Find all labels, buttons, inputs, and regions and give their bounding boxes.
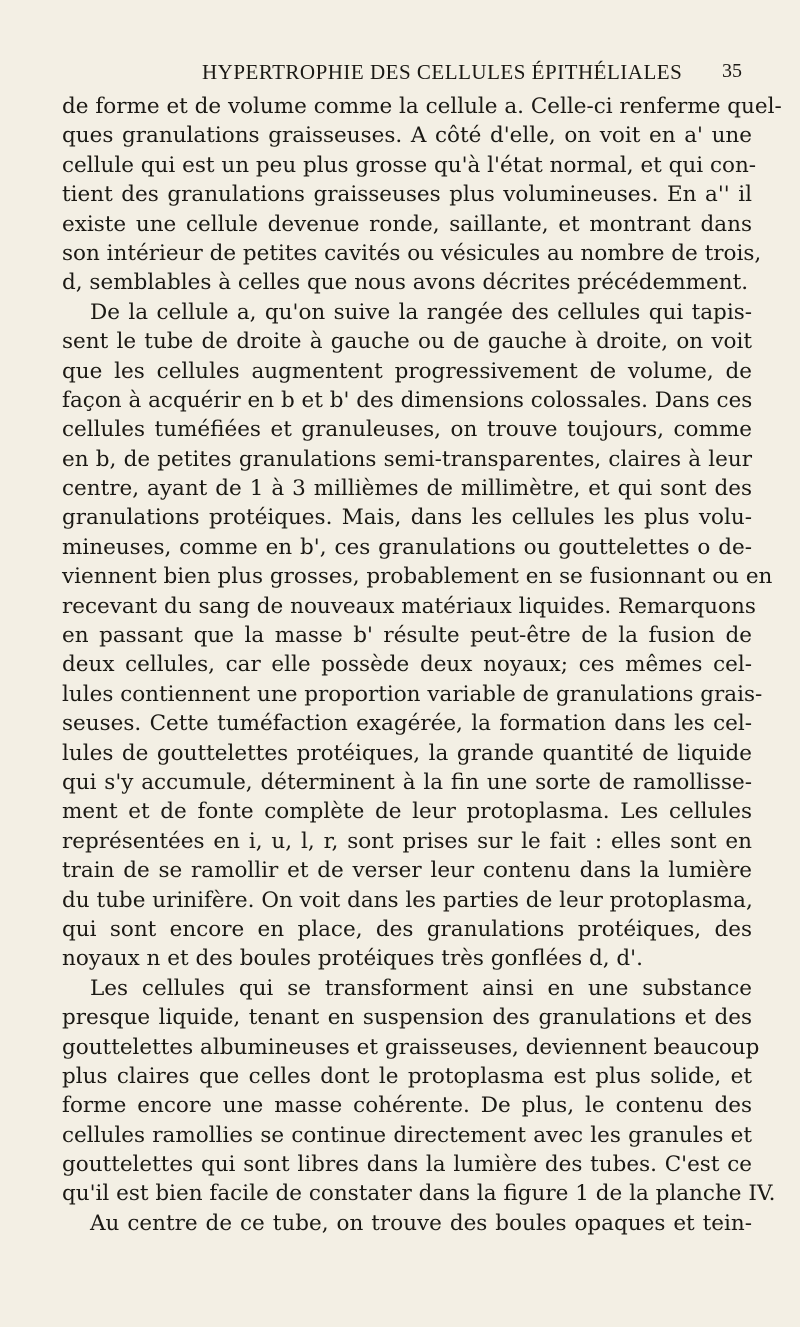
text-line: Les cellules qui se transforment ainsi en une substance [90, 975, 752, 1001]
page-number: 35 [722, 60, 742, 82]
body-text [62, 92, 782, 1238]
text-line: sent le tube de droite à gauche ou de gauche à droite, on voit [62, 329, 752, 355]
text-line: forme encore une masse cohérente. De plus, le contenu des [62, 1093, 752, 1119]
text-line: seuses. Cette tuméfaction exagérée, la formation dans les cel- [62, 711, 752, 737]
text-line: en b, de petites granulations semi-transparentes, claires à leur [62, 446, 752, 472]
text-line: plus claires que celles dont le protoplasma est plus solide, et [62, 1063, 752, 1089]
text-line: qui s'y accumule, déterminent à la fin une sorte de ramollisse- [62, 769, 752, 795]
text-line: façon à acquérir en b et b' des dimensions colossales. Dans ces [62, 387, 753, 413]
text-line: deux cellules, car elle possède deux noyaux; ces mêmes cel- [62, 652, 752, 678]
text-line: viennent bien plus grosses, probablement en se fusionnant ou en [62, 564, 773, 590]
text-line: son intérieur de petites cavités ou vésicules au nombre de trois, [62, 240, 762, 266]
text-line: presque liquide, tenant en suspension des granulations et des [62, 1005, 752, 1031]
text-line: tient des granulations graisseuses plus volumineuses. En a'' il [62, 182, 752, 208]
text-line: centre, ayant de 1 à 3 millièmes de millimètre, et qui sont des [62, 476, 752, 502]
text-line: granulations protéiques. Mais, dans les cellules les plus volu- [62, 505, 752, 531]
text-line: lules de gouttelettes protéiques, la grande quantité de liquide [62, 740, 752, 766]
text-line: de forme et de volume comme la cellule a. Celle-ci renferme quel- [62, 94, 782, 119]
text-line: du tube urinifère. On voit dans les parties de leur protoplasma, [62, 887, 753, 913]
text-line: recevant du sang de nouveaux matériaux liquides. Remarquons [62, 593, 756, 619]
page-header [62, 60, 742, 90]
text-line: cellules ramollies se continue directement avec les granules et [62, 1122, 752, 1148]
text-line: mineuses, comme en b', ces granulations ou gouttelettes o de- [62, 534, 752, 560]
text-line: train de se ramollir et de verser leur contenu dans la lumière [62, 858, 752, 884]
text-line: que les cellules augmentent progressivement de volume, de [62, 358, 752, 384]
text-line: gouttelettes albumineuses et graisseuses, deviennent beaucoup [62, 1034, 760, 1060]
text-line: noyaux n et des boules protéiques très gonflées d, d'. [62, 946, 643, 972]
text-line: ment et de fonte complète de leur protoplasma. Les cellules [62, 799, 752, 825]
text-line: qui sont encore en place, des granulations protéiques, des [62, 916, 752, 942]
text-line: Au centre de ce tube, on trouve des boules opaques et tein- [90, 1210, 752, 1236]
text-line: cellules tuméfiées et granuleuses, on trouve toujours, comme [62, 417, 752, 443]
text-line: gouttelettes qui sont libres dans la lumière des tubes. C'est ce [62, 1152, 752, 1178]
text-line: lules contiennent une proportion variable de granulations grais- [62, 681, 763, 707]
running-title: HYPERTROPHIE DES CELLULES ÉPITHÉLIALES [202, 60, 683, 84]
text-line: qu'il est bien facile de constater dans la figure 1 de la planche IV. [62, 1181, 776, 1207]
text-line: ques granulations graisseuses. A côté d'elle, on voit en a' une [62, 123, 752, 149]
text-line: d, semblables à celles que nous avons décrites précédemment. [62, 270, 749, 296]
text-line: existe une cellule devenue ronde, saillante, et montrant dans [62, 211, 752, 237]
text-line: De la cellule a, qu'on suive la rangée des cellules qui tapis- [90, 299, 752, 325]
text-line: en passant que la masse b' résulte peut-être de la fusion de [62, 623, 752, 649]
text-line: cellule qui est un peu plus grosse qu'à l'état normal, et qui con- [62, 152, 757, 178]
text-line: représentées en i, u, l, r, sont prises sur le fait : elles sont en [62, 828, 752, 854]
